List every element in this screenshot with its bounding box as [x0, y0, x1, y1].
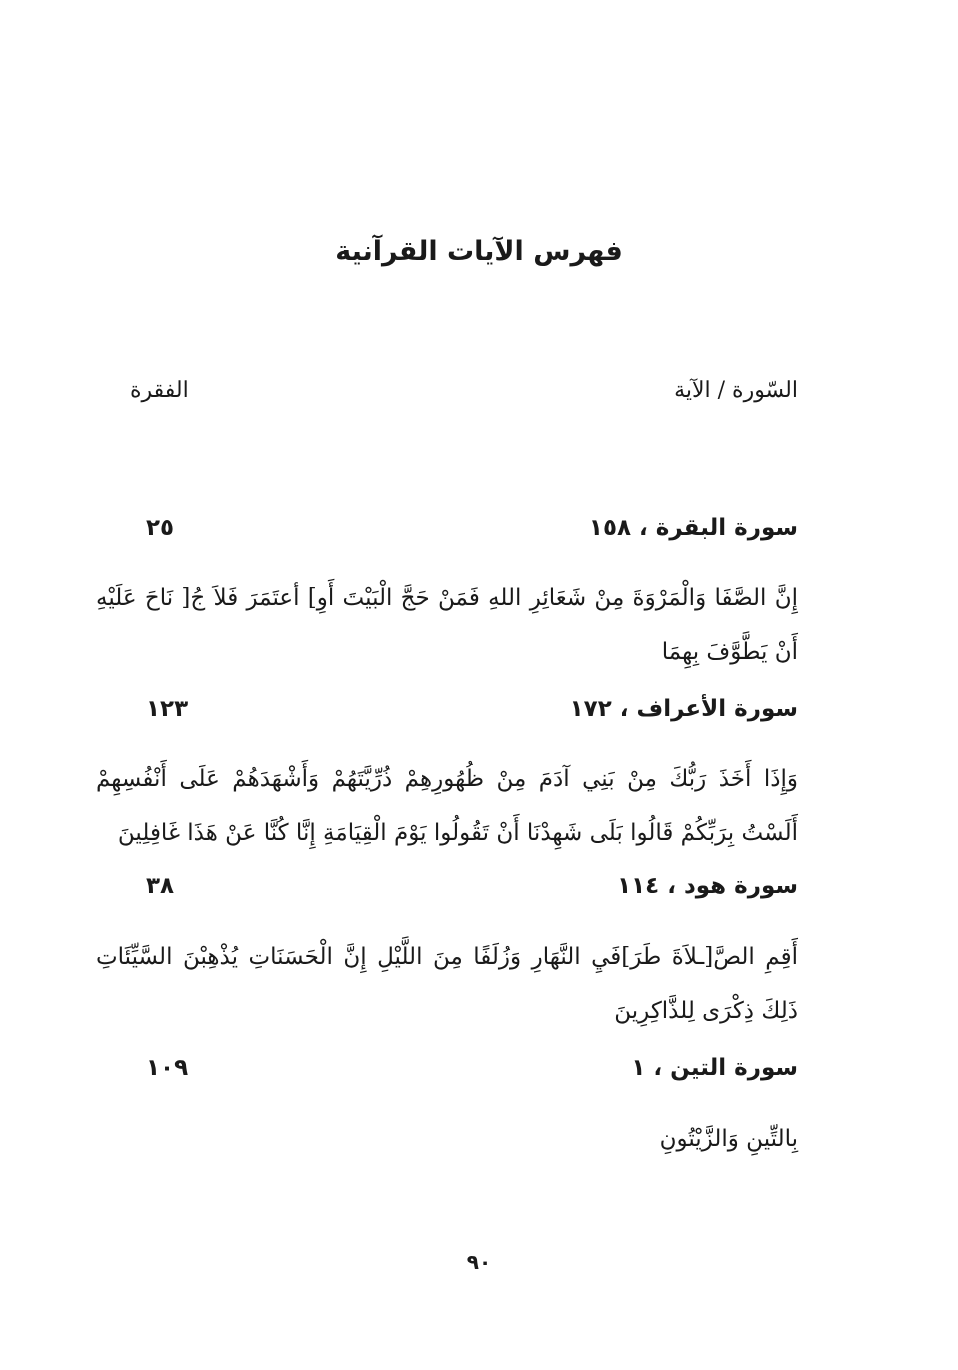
surah-heading [130, 696, 798, 722]
surah-reference: سورة الأعراف ، ١٧٢ [569, 696, 798, 722]
column-header-paragraph: الفقرة [130, 378, 189, 403]
surah-reference: سورة التين ، ١ [631, 1055, 798, 1081]
surah-heading [130, 1055, 798, 1081]
paragraph-number: ١٢٣ [146, 696, 189, 722]
verse-text: وَإِذَا أَخَذَ رَبُّكَ مِنْ بَنِي آدَمَ مِنْ ظُهُورِهِمْ ذُرِّيَّتَهُمْ وَأَشْهَدَهُمْ عَلَى أَنْفُسِهِمْ أَلَسْتُ بِرَبِّكُمْ قَالُوا بَلَى شَهِدْنَا أَنْ تَقُولُوا يَوْمَ الْقِيَامَةِ إِنَّا كُنَّا عَنْ هَذَا غَافِلِينَ [96, 766, 798, 846]
verse-text: إِنَّ الصَّفَا وَالْمَرْوَةَ مِنْ شَعَائِرِ اللهِ فَمَنْ حَجَّ الْبَيْتَ أَوِ] أعتَمَرَ فَلاَ جُ[ نَاحَ عَلَيْهِ أَنْ يَطَّوَّفَ بِهِمَا [96, 585, 798, 665]
verse-text: أَقِمِ الصَّ[ـلاَةَ طَرَ]فَيِ النَّهَارِ وَزُلَفًا مِنَ اللَّيْلِ إِنَّ الْحَسَنَاتِ يُذْهِبْنَ السَّيِّئَاتِ ذَلِكَ ذِكْرَى لِلذَّاكِرِينَ [96, 944, 798, 1024]
surah-reference: سورة البقرة ، ١٥٨ [588, 515, 798, 541]
surah-reference: سورة هود ، ١١٤ [617, 873, 798, 899]
paragraph-number: ١٠٩ [146, 1055, 189, 1081]
paragraph-number: ٣٨ [146, 873, 175, 899]
surah-heading [130, 873, 798, 899]
page-number: ٩٠ [466, 1250, 492, 1274]
page-title: فهرس الآيات القرآنية [335, 236, 623, 267]
column-header-verse: السّورة / الآية [674, 378, 798, 403]
verse-text: بِالتِّينِ وَالزَّيْتُونِ [659, 1126, 798, 1152]
column-headers [130, 378, 798, 403]
surah-heading [130, 515, 798, 541]
paragraph-number: ٢٥ [146, 515, 175, 541]
